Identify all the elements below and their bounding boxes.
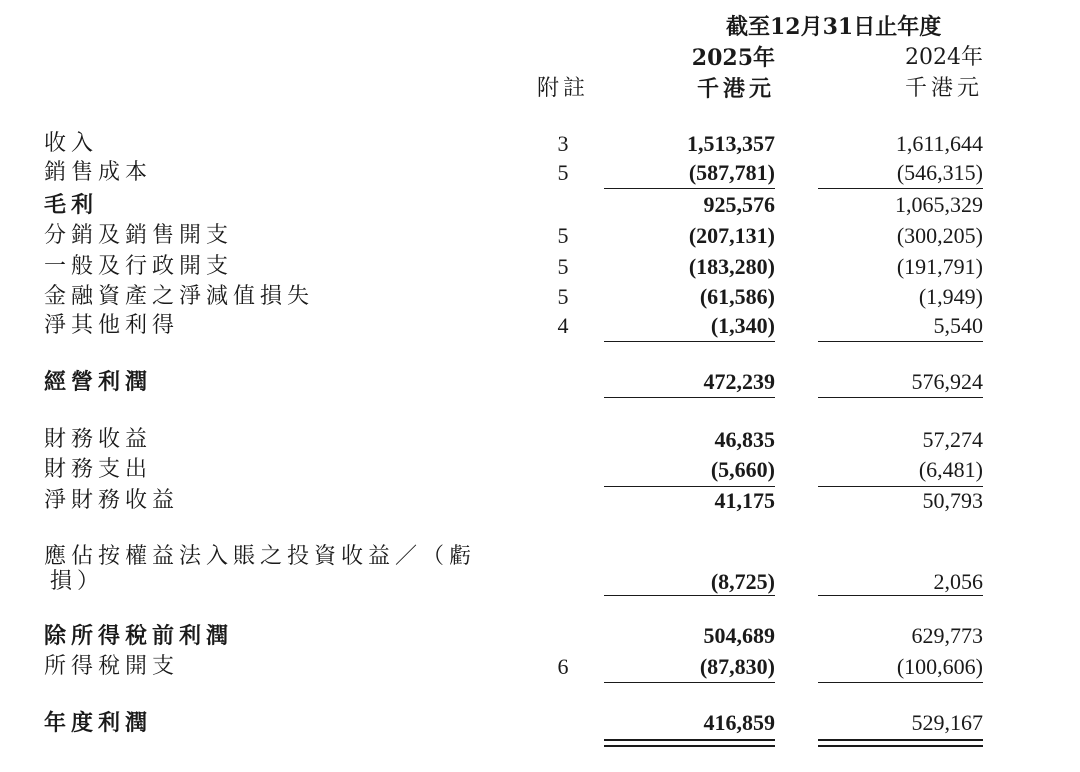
- row-note: 4: [557, 313, 569, 338]
- table-row: [0, 158, 1080, 188]
- table-row: [0, 621, 1080, 651]
- value-2025: (8,725): [710, 569, 775, 594]
- row-label: 毛利: [44, 192, 99, 218]
- table-row: [0, 129, 1080, 159]
- table-row: [0, 708, 1080, 738]
- unit-prior-header: 千港元: [904, 76, 983, 101]
- value-2025: (87,830): [699, 654, 775, 679]
- table-row: [0, 190, 1080, 220]
- table-row: [0, 652, 1080, 682]
- table-row: [0, 311, 1080, 341]
- value-2024: (1,949): [918, 284, 983, 309]
- value-2024: 57,274: [922, 427, 983, 452]
- row-label: 所得稅開支: [44, 654, 180, 679]
- row-label: 收入: [44, 131, 99, 156]
- row-label: 一般及行政開支: [44, 254, 234, 279]
- note-header: 附註: [537, 76, 590, 101]
- subtotal-rule-2025: [604, 341, 775, 342]
- row-note: 3: [557, 131, 569, 156]
- value-2024: 5,540: [933, 313, 983, 338]
- row-label: 淨其他利得: [44, 313, 180, 338]
- value-2024: (6,481): [918, 457, 983, 482]
- row-label: 經營利潤: [44, 369, 153, 395]
- value-2024: 529,167: [911, 710, 983, 735]
- value-2025: (183,280): [688, 254, 775, 279]
- subtotal-rule-2024: [818, 188, 983, 189]
- value-2024: (300,205): [896, 223, 983, 248]
- table-row: [0, 221, 1080, 251]
- value-2025: 1,513,357: [687, 131, 775, 156]
- row-label: 分銷及銷售開支: [44, 223, 234, 248]
- row-label: 銷售成本: [44, 160, 153, 185]
- table-row: [0, 425, 1080, 455]
- value-2025: (587,781): [688, 160, 775, 185]
- value-2025: 925,576: [703, 192, 775, 217]
- value-2024: (100,606): [896, 654, 983, 679]
- table-row: [0, 252, 1080, 282]
- value-2024: (546,315): [896, 160, 983, 185]
- row-label: 淨財務收益: [44, 488, 180, 513]
- subtotal-rule-2025: [604, 682, 775, 683]
- value-2025: 504,689: [703, 623, 775, 648]
- subtotal-rule-2025: [604, 188, 775, 189]
- value-2024: 2,056: [933, 569, 983, 594]
- table-row: [0, 567, 1080, 597]
- row-label: 金融資產之淨減值損失: [44, 284, 315, 309]
- row-label: 損）: [50, 569, 105, 594]
- value-2025: 416,859: [703, 710, 775, 735]
- row-label: 年度利潤: [44, 710, 153, 736]
- row-label: 應佔按權益法入賬之投資收益／（虧: [44, 544, 477, 569]
- value-2024: 1,065,329: [895, 192, 983, 217]
- value-2025: (207,131): [688, 223, 775, 248]
- subtotal-rule-2025: [604, 595, 775, 596]
- subtotal-rule-2025: [604, 397, 775, 398]
- row-note: 6: [557, 654, 569, 679]
- value-2025: 472,239: [703, 369, 775, 394]
- row-note: 5: [557, 160, 569, 185]
- row-label: 財務收益: [44, 427, 153, 452]
- value-2025: (1,340): [710, 313, 775, 338]
- year-current-header: 2025年: [691, 45, 775, 71]
- value-2024: 1,611,644: [895, 131, 983, 156]
- subtotal-rule-2024: [818, 341, 983, 342]
- table-row: [0, 282, 1080, 312]
- subtotal-rule-2024: [818, 682, 983, 683]
- row-note: 5: [557, 223, 569, 248]
- table-row: [0, 455, 1080, 485]
- total-double-rule-2025: [604, 739, 775, 747]
- year-prior-header: 2024年: [905, 45, 983, 70]
- subtotal-rule-2024: [818, 397, 983, 398]
- subtotal-rule-2024: [818, 595, 983, 596]
- row-label: 財務支出: [44, 457, 153, 482]
- value-2024: 50,793: [922, 488, 983, 513]
- value-2024: 576,924: [911, 369, 983, 394]
- value-2025: 46,835: [714, 427, 775, 452]
- unit-current-header: 千港元: [696, 76, 775, 102]
- value-2025: (5,660): [710, 457, 775, 482]
- table-row: [0, 367, 1080, 397]
- row-note: 5: [557, 254, 569, 279]
- value-2024: (191,791): [896, 254, 983, 279]
- value-2025: (61,586): [699, 284, 775, 309]
- total-double-rule-2024: [818, 739, 983, 747]
- table-row: [0, 486, 1080, 516]
- row-label: 除所得稅前利潤: [44, 623, 234, 649]
- period-header: 截至12月31日止年度: [726, 14, 942, 40]
- value-2025: 41,175: [714, 488, 775, 513]
- row-note: 5: [557, 284, 569, 309]
- value-2024: 629,773: [911, 623, 983, 648]
